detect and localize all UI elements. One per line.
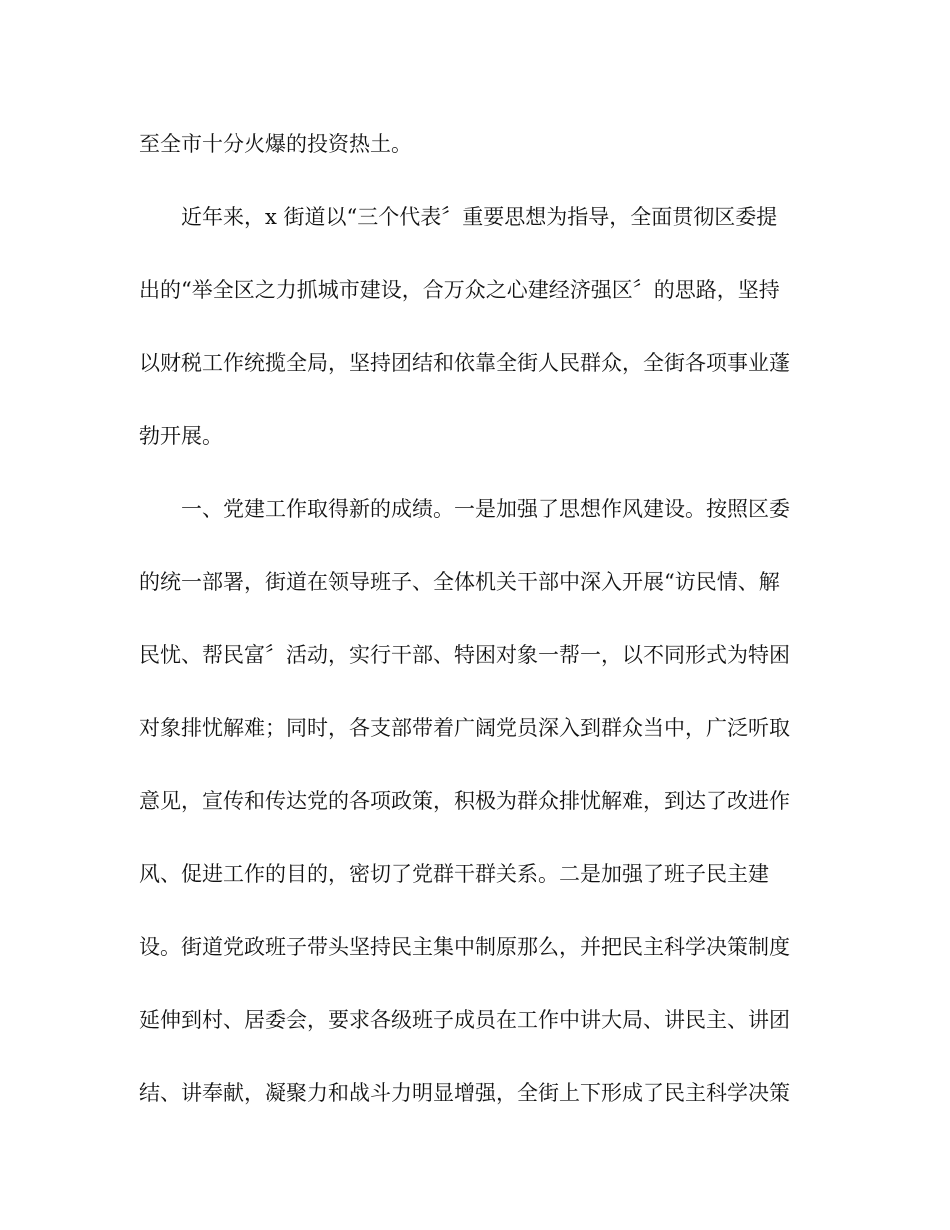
text-line: 设。街道党政班子带头坚持民主集中制原那么，并把民主科学决策制度 <box>139 935 790 959</box>
paragraph-first-line: 近年来，x 街道以“三个代表〞重要思想为指导，全面贯彻区委提 <box>181 205 778 229</box>
paragraph-first-line: 一、党建工作取得新的成绩。一是加强了思想作风建设。按照区委 <box>181 497 790 521</box>
text-line: 结、讲奉献，凝聚力和战斗力明显增强，全街上下形成了民主科学决策 <box>139 1081 790 1105</box>
text-line: 对象排忧解难；同时，各支部带着广阔党员深入到群众当中，广泛听取 <box>139 716 790 740</box>
text-line: 民忧、帮民富〞活动，实行干部、特困对象一帮一，以不同形式为特困 <box>139 643 790 667</box>
text-line: 风、促进工作的目的，密切了党群干群关系。二是加强了班子民主建 <box>139 862 769 886</box>
text-line: 意见，宣传和传达党的各项政策，积极为群众排忧解难，到达了改进作 <box>139 789 790 813</box>
text-line: 出的“举全区之力抓城市建设，合万众之心建经济强区〞的思路，坚持 <box>139 278 780 302</box>
text-line: 勃开展。 <box>139 424 223 448</box>
text-line: 以财税工作统揽全局，坚持团结和依靠全街人民群众，全街各项事业蓬 <box>139 351 790 375</box>
text-line: 的统一部署，街道在领导班子、全体机关干部中深入开展“访民情、解 <box>139 570 780 594</box>
text-line: 延伸到村、居委会，要求各级班子成员在工作中讲大局、讲民主、讲团 <box>139 1008 790 1032</box>
text-line: 至全市十分火爆的投资热土。 <box>139 132 412 156</box>
